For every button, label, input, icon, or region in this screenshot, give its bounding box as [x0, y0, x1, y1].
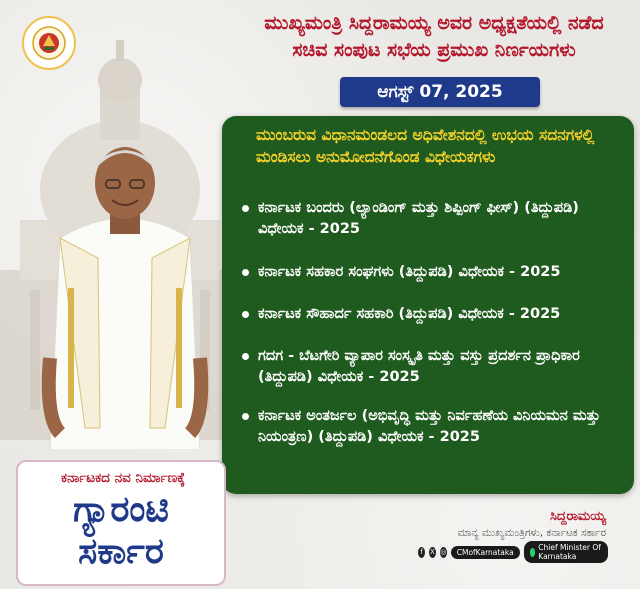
title-line-2: ಸಚಿವ ಸಂಪುಟ ಸಭೆಯ ಪ್ರಮುಖ ನಿರ್ಣಯಗಳು [292, 39, 576, 61]
bill-text: ಕರ್ನಾಟಕ ಸಹಕಾರ ಸಂಘಗಳು (ತಿದ್ದುಪಡಿ) ವಿಧೇಯಕ - 2025 [258, 264, 561, 280]
instagram-icon[interactable]: ◎ [440, 548, 447, 556]
list-item [236, 406, 624, 448]
social-handles [418, 544, 608, 560]
social-handle-link[interactable] [451, 546, 520, 559]
whatsapp-text: Chief Minister Of Karnataka [538, 543, 601, 561]
bill-text: ಕರ್ನಾಟಕ ಬಂದರು (ಲ್ಯಾಂಡಿಂಗ್ ಮತ್ತು ಶಿಪ್ಪಿಂಗ್ ಫೀಸ್) (ತಿದ್ದುಪಡಿ) ವಿಧೇಯಕ - 2025 [258, 200, 579, 237]
signature-designation: ಮಾನ್ಯ ಮುಖ್ಯಮಂತ್ರಿಗಳು, ಕರ್ನಾಟಕ ಸರ್ಕಾರ [457, 527, 606, 539]
signature-name: ಸಿದ್ದರಾಮಯ್ಯ [549, 509, 606, 524]
list-item [236, 346, 624, 388]
title-line-1: ಮುಖ್ಯಮಂತ್ರಿ ಸಿದ್ದರಾಮಯ್ಯ ಅವರ ಅಧ್ಯಕ್ಷತೆಯಲ್ಲಿ ನಡೆದ [264, 12, 604, 34]
bill-text: ಕರ್ನಾಟಕ ಅಂತರ್ಜಲ (ಅಭಿವೃದ್ಧಿ ಮತ್ತು ನಿರ್ವಹಣೆಯ ವಿನಿಯಮನ ಮತ್ತು ನಿಯಂತ್ರಣ) (ತಿದ್ದುಪಡಿ) ವಿಧೇಯಕ - 2025 [258, 408, 601, 445]
bullet-icon [242, 311, 249, 318]
bill-text: ಗದಗ - ಬೆಟಗೇರಿ ವ್ಯಾಪಾರ ಸಂಸ್ಕೃತಿ ಮತ್ತು ವಸ್ತು ಪ್ರದರ್ಶನ ಪ್ರಾಧಿಕಾರ (ತಿದ್ದುಪಡಿ) ವಿಧೇಯಕ - 2025 [258, 348, 580, 385]
bullet-icon [242, 205, 249, 212]
chief-minister-portrait [40, 128, 210, 450]
bill-text: ಕರ್ನಾಟಕ ಸೌಹಾರ್ದ ಸಹಕಾರಿ (ತಿದ್ದುಪಡಿ) ವಿಧೇಯಕ - 2025 [258, 306, 561, 322]
guarantee-logo [16, 460, 226, 586]
page-title [238, 10, 630, 64]
bullet-icon [242, 353, 249, 360]
guarantee-tagline: ಕರ್ನಾಟಕದ ನವ ನಿರ್ಮಾಣಕ್ಕೆ [60, 470, 186, 486]
emblem-seal-icon [32, 26, 66, 60]
bullet-icon [242, 269, 249, 276]
karnataka-emblem-icon [22, 16, 76, 70]
date-badge: ಆಗಸ್ಟ್ 07, 2025 [340, 77, 540, 107]
whatsapp-channel-link[interactable] [524, 541, 608, 563]
guarantee-title-line-1: ಗ್ಯಾರಂಟಿ [73, 489, 169, 530]
whatsapp-icon [530, 548, 536, 557]
handle-text: CMofKarnataka [456, 547, 514, 557]
x-icon[interactable]: X [429, 548, 435, 556]
list-item [236, 262, 560, 283]
list-item [236, 304, 560, 325]
list-item [236, 198, 624, 240]
panel-intro: ಮುಂಬರುವ ವಿಧಾನಮಂಡಲದ ಅಧಿವೇಶನದಲ್ಲಿ ಉಭಯ ಸದನಗಳಲ್ಲಿ ಮಂಡಿಸಲು ಅನುಮೋದನೆಗೊಂಡ ವಿಧೇಯಕಗಳು [256, 126, 595, 166]
guarantee-title-line-2: ಸರ್ಕಾರ [78, 531, 164, 572]
bullet-icon [242, 413, 249, 420]
facebook-icon[interactable]: f [418, 547, 425, 558]
